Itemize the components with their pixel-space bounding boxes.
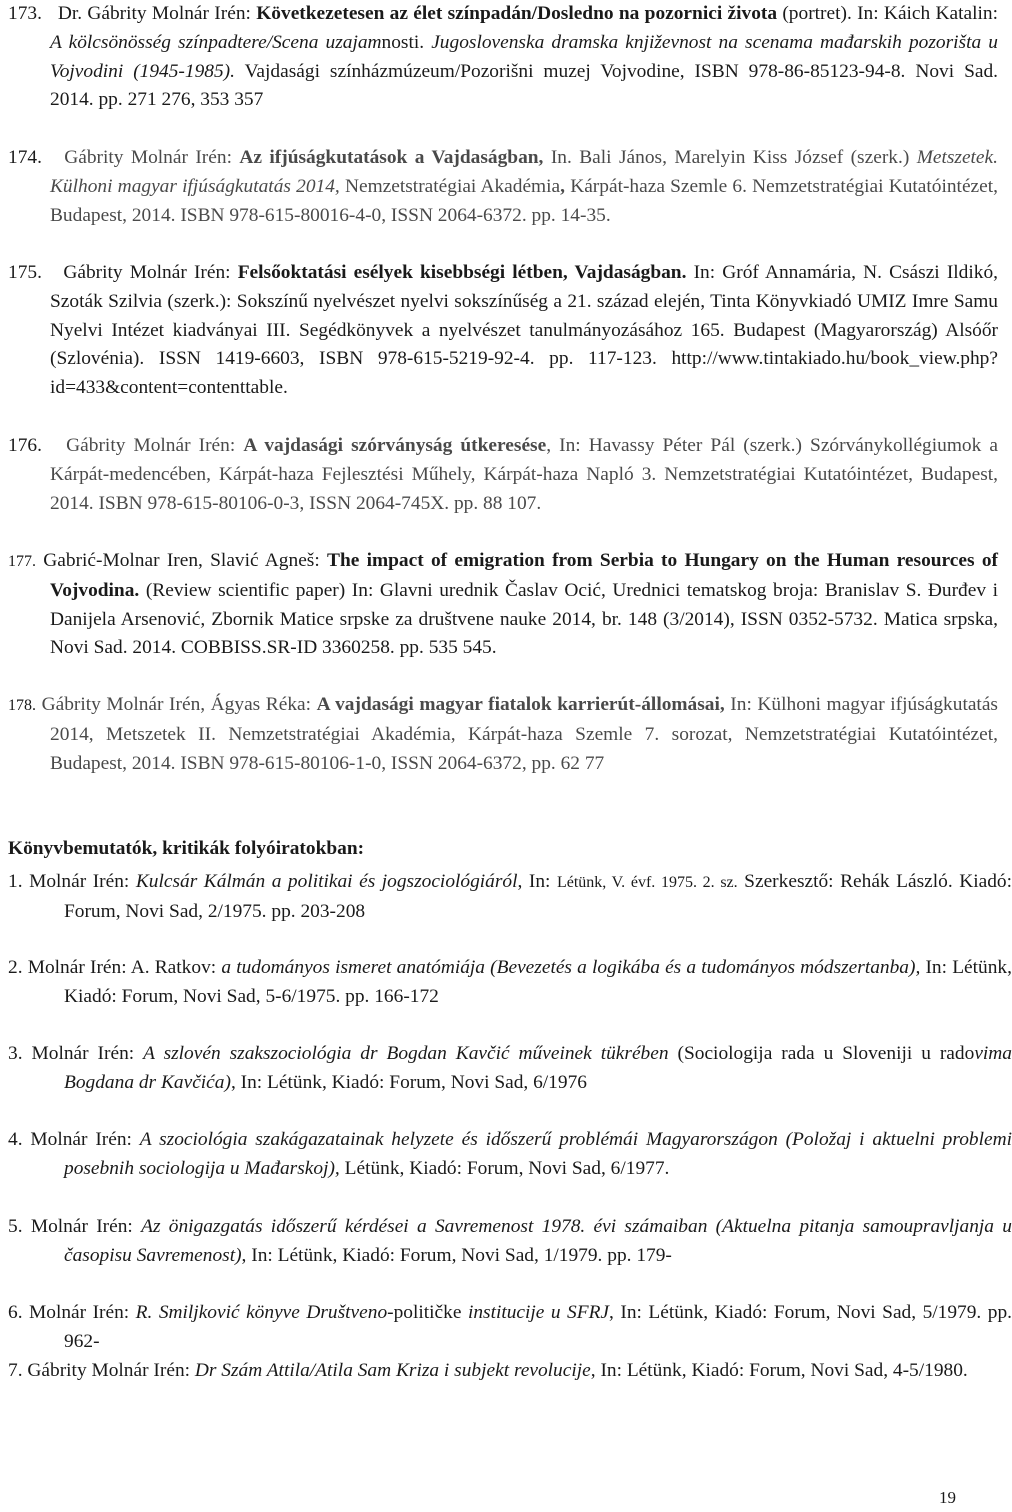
- entry-author: Molnár Irén:: [31, 1043, 144, 1064]
- entry-text: Vajdasági színházmúzeum/Pozorišni muzej Vojvodine, ISBN 978-86-85123-94-8. Novi Sad. 2014. pp. 271 276, 353 357: [50, 60, 999, 111]
- entry-text: In: Létünk, Kiadó: Forum, Novi Sad, 5-6/1975. pp. 166-172: [64, 957, 1012, 1007]
- entry-author: Molnár Irén: A. Ratkov:: [27, 957, 222, 978]
- bibliography-entry-175: [8, 259, 998, 403]
- entry-text: Kárpát-haza Szemle 6. Nemzetstratégiai Kutatóintézet, Budapest, 2014. ISBN 978-615-80016-4-0, ISSN 2064-6372. pp. 14-35.: [50, 175, 998, 226]
- entry-text: Létünk, Kiadó: Forum, Novi Sad, 6/1977.: [339, 1157, 670, 1179]
- entry-author: Molnár Irén:: [29, 1302, 136, 1323]
- entry-italic: vima Bogdana dr Kavčića): [64, 1043, 1012, 1093]
- entry-author: Gábrity Molnár Irén:: [27, 1360, 195, 1381]
- entry-italic: Metszetek. Külhoni magyar ifjúságkutatás 2014,: [50, 147, 998, 197]
- entry-number: 3.: [8, 1043, 23, 1064]
- entry-text: , In:: [517, 871, 557, 892]
- entry-small: Létünk, V. évf. 1975. 2. sz.: [556, 874, 738, 891]
- entry-text: , In: Létünk, Kiadó: Forum, Novi Sad, 5/1979. pp. 962-: [64, 1302, 1012, 1352]
- entry-number: 173.: [8, 3, 42, 24]
- entry-title: A vajdasági szórványság útkeresése: [243, 435, 547, 456]
- entry-text: političke: [393, 1302, 468, 1323]
- entry-italic: A kölcsönösség színpadtere/Scena uzajam: [50, 31, 382, 53]
- entry-number: 6.: [8, 1302, 23, 1323]
- review-entry-6: [8, 1299, 1012, 1357]
- page-number: 19: [939, 1488, 956, 1507]
- entry-author: Gábrity Molnár Irén, Ágyas Réka:: [41, 694, 317, 715]
- entry-author: Gábrity Molnár Irén:: [63, 262, 238, 283]
- entry-number: 175.: [8, 262, 42, 283]
- bibliography-entry-178: [8, 691, 998, 778]
- entry-text: In. Bali János, Marelyin Kiss József (szerk.): [543, 147, 917, 168]
- entry-title: Következetesen az élet színpadán/Dosledno na pozornici života: [256, 3, 778, 24]
- entry-text: , In: Létünk, Kiadó: Forum, Novi Sad, 1/1979. pp. 179-: [241, 1244, 672, 1266]
- entry-italic: A szlovén szakszociológia dr Bogdan Kavčić műveinek tükrében: [143, 1043, 669, 1064]
- entry-number: 178.: [8, 697, 36, 714]
- entry-number: 177.: [8, 553, 36, 570]
- review-entry-1: [8, 868, 1012, 927]
- review-entry-3: [8, 1040, 1012, 1098]
- entry-author: Gábrity Molnár Irén:: [64, 147, 240, 168]
- entry-text: (Sociologija rada u Sloveniji u rado: [668, 1043, 975, 1064]
- bibliography-entry-174: [8, 144, 998, 230]
- entry-text: , In: Létünk, Kiadó: Forum, Novi Sad, 4-5/1980.: [590, 1360, 968, 1381]
- bibliography-entry-177: [8, 547, 998, 663]
- entry-number: 4.: [8, 1129, 23, 1150]
- entry-italic: R. Smiljković könyve Društveno-: [135, 1302, 394, 1323]
- section-heading: Könyvbemutatók, kritikák folyóiratokban:: [8, 838, 365, 859]
- entry-text: (portret). In: Káich Katalin:: [777, 3, 998, 24]
- entry-number: 1.: [8, 871, 23, 892]
- entry-text: (Review scientific paper) In: Glavni urednik Časlav Ocić, Urednici tematskog broja: Branislav S. Đurđev i Danijela Arsenović, Zbornik Matice srpske za društvene nauke 2014, br. 148 (3/2014), ISSN 0352-5732. Matica srpska, Novi Sad. 2014. COBBISS.SR-ID 3360258. pp. 535 545.: [50, 579, 998, 659]
- entry-italic: Kulcsár Kálmán a politikai és jogszociológiáról: [135, 871, 518, 892]
- entry-author: Molnár Irén:: [30, 1216, 142, 1237]
- entry-text: , In: Létünk, Kiadó: Forum, Novi Sad, 6/1976: [230, 1071, 587, 1093]
- entry-title: Felsőoktatási esélyek kisebbségi létben, Vajdaságban.: [237, 262, 687, 283]
- entry-number: 176.: [8, 435, 42, 456]
- entry-italic: Jugoslovenska dramska književnost na scenama mađarskih pozorišta u Vojvodini (1945-1985).: [50, 31, 998, 82]
- entry-italic: institucije u SFRJ: [467, 1302, 610, 1323]
- entry-author: Gábrity Molnár Irén:: [66, 435, 244, 456]
- entry-author: Gabrić-Molnar Iren, Slavić Agneš:: [43, 550, 328, 571]
- entry-text: Nemzetstratégiai Akadémia: [339, 175, 561, 197]
- entry-italic: Az önigazgatás időszerű kérdései a Savremenost 1978. évi számaiban (Aktuelna pitanja samoupravljanja u časopisu Savremenost): [64, 1216, 1012, 1266]
- bibliography-entry-176: [8, 432, 998, 518]
- entry-number: 7.: [8, 1360, 23, 1381]
- review-entry-2: [8, 954, 1012, 1012]
- entry-author: Dr. Gábrity Molnár Irén:: [57, 3, 251, 24]
- entry-text: In: Külhoni magyar ifjúságkutatás 2014, Metszetek II. Nemzetstratégiai Akadémia, Kárpát-haza Szemle 7. sorozat, Nemzetstratégiai Kutatóintézet, Budapest, 2014. ISBN 978-615-80106-1-0, ISSN 2064-6372, pp. 62 77: [50, 694, 998, 774]
- entry-number: 2.: [8, 957, 23, 978]
- entry-italic: Dr Szám Attila/Atila Sam Kriza i subjekt revolucije: [194, 1360, 591, 1381]
- entry-number: 174.: [8, 147, 42, 168]
- review-entry-5: [8, 1213, 1012, 1271]
- entry-title: The impact of emigration from Serbia to Hungary on the Human resources of Vojvodina.: [50, 550, 998, 601]
- entry-author: Molnár Irén:: [30, 1129, 140, 1150]
- entry-text: , In: Havassy Péter Pál (szerk.) Szórványkollégiumok a Kárpát-medencében, Kárpát-haza Fejlesztési Műhely, Kárpát-haza Napló 3. Nemzetstratégiai Kutatóintézet, Budapest, 2014. ISBN 978-615-80106-0-3, ISSN 2064-745X. pp. 88 107.: [50, 435, 998, 514]
- entry-text: Szerkesztő: Rehák László. Kiadó: Forum, Novi Sad, 2/1975. pp. 203-208: [64, 871, 1012, 922]
- entry-italic: a tudományos ismeret anatómiája (Bevezetés a logikába és a tudományos módszertanba),: [221, 957, 921, 978]
- entry-author: Molnár Irén:: [29, 871, 136, 892]
- entry-bold: ,: [560, 175, 565, 197]
- review-entry-4: [8, 1126, 1012, 1184]
- entry-text: nosti.: [381, 31, 432, 53]
- entry-italic: A szociológia szakágazatainak helyzete és időszerű problémái Magyarországon (Položaj i aktuelni problemi posebnih sociologija u Mađarskoj),: [64, 1129, 1012, 1179]
- bibliography-entry-173: [8, 0, 998, 115]
- review-entry-7: [8, 1357, 1012, 1386]
- entry-text: In: Gróf Annamária, N. Császi Ildikó, Szoták Szilvia (szerk.): Sokszínű nyelvészet nyelvi sokszínűség a 21. század elején, Tinta Könyvkiadó UMIZ Imre Samu Nyelvi Intézet kiadványai III. Segédkönyvek a nyelvészet tanulmányozásához 165. Budapest (Magyarország) Alsóőr (Szlovénia). ISSN 1419-6603, ISBN 978-615-5219-92-4. pp. 117-123. http://www.tintakiado.hu/book_view.php?id=433&content=contenttable.: [50, 262, 998, 399]
- entry-title: Az ifjúságkutatások a Vajdaságban,: [239, 147, 544, 168]
- entry-title: A vajdasági magyar fiatalok karrierút-állomásai,: [316, 694, 725, 715]
- entry-number: 5.: [8, 1216, 23, 1237]
